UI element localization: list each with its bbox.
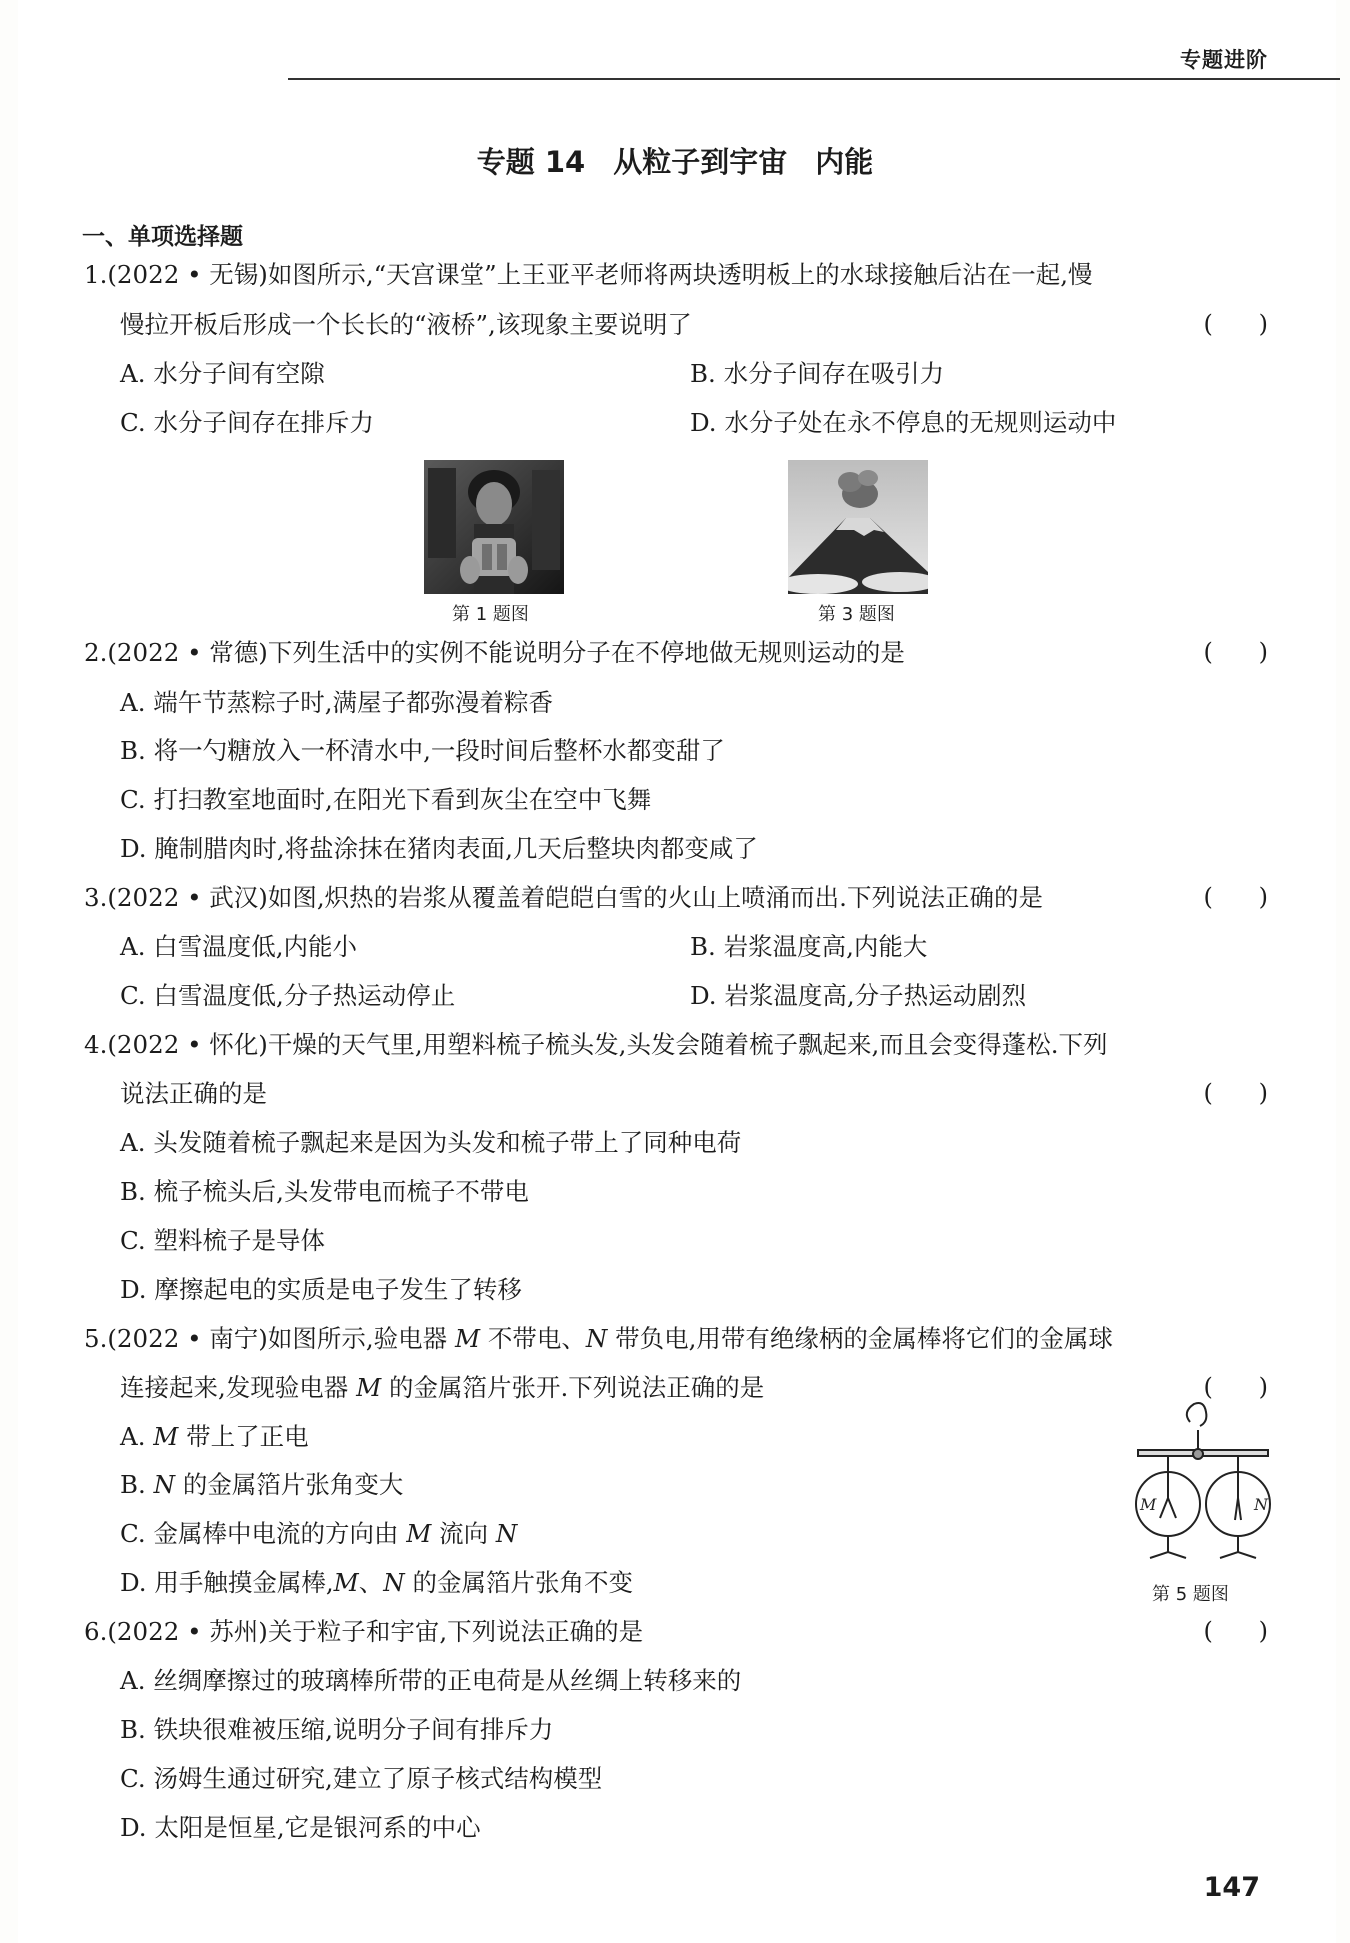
q1-option-c: C. 水分子间存在排斥力 [120, 408, 374, 437]
q5-answer-blank[interactable]: ( ) [1203, 1373, 1268, 1401]
title-part1: 从粒子到宇宙 [613, 145, 788, 179]
q6-option-a: A. 丝绸摩擦过的玻璃棒所带的正电荷是从丝绸上转移来的 [120, 1666, 742, 1695]
q1-answer-blank[interactable]: ( ) [1203, 310, 1268, 338]
q4-option-d: D. 摩擦起电的实质是电子发生了转移 [120, 1275, 522, 1304]
q5-text: D. 用手触摸金属棒, [120, 1568, 334, 1597]
fig3-volcano-photo [788, 460, 928, 594]
q5-text: A. [120, 1422, 154, 1451]
label-m: M [1140, 1495, 1157, 1514]
q1-option-a: A. 水分子间有空隙 [120, 359, 325, 388]
hand-icon [1187, 1403, 1207, 1426]
q6-option-c: C. 汤姆生通过研究,建立了原子核式结构模型 [120, 1764, 603, 1793]
q6-stem-line1: 6.(2022 • 苏州)关于粒子和宇宙,下列说法正确的是 [84, 1617, 644, 1646]
q1-option-b: B. 水分子间存在吸引力 [690, 359, 945, 388]
page-title [0, 140, 1350, 181]
q5-option-a [120, 1420, 309, 1454]
fig5-caption: 第 5 题图 [1152, 1584, 1229, 1605]
q1-option-d: D. 水分子处在永不停息的无规则运动中 [690, 408, 1117, 437]
q6-option-b: B. 铁块很难被压缩,说明分子间有排斥力 [120, 1715, 554, 1744]
q1-stem-line1: 1.(2022 • 无锡)如图所示,“天宫课堂”上王亚平老师将两块透明板上的水球接触后沾在一起,慢 [84, 260, 1093, 289]
q3-stem-line1: 3.(2022 • 武汉)如图,炽热的岩浆从覆盖着皑皑白雪的火山上喷涌而出.下列说法正确的是 [84, 883, 1043, 912]
var-m: M [356, 1373, 382, 1402]
q5-option-c [120, 1517, 517, 1551]
label-n: N [1254, 1495, 1268, 1514]
q2-option-a: A. 端午节蒸粽子时,满屋子都弥漫着粽香 [120, 688, 554, 717]
q5-text: 、 [358, 1568, 384, 1597]
q2-answer-blank[interactable]: ( ) [1203, 638, 1268, 666]
q5-text: C. 金属棒中电流的方向由 [120, 1519, 407, 1548]
q5-text: 带负电,用带有绝缘柄的金属棒将它们的金属球 [607, 1324, 1113, 1353]
q2-option-c: C. 打扫教室地面时,在阳光下看到灰尘在空中飞舞 [120, 785, 652, 814]
q3-option-d: D. 岩浆温度高,分子热运动剧烈 [690, 981, 1027, 1010]
q5-stem-line1 [84, 1322, 1113, 1356]
title-part2: 内能 [815, 145, 874, 179]
q5-stem-line2 [120, 1371, 764, 1405]
fig1-photo [424, 460, 564, 594]
section-heading: 一、单项选择题 [82, 224, 243, 250]
page-number: 147 [1203, 1872, 1260, 1903]
var-m: M [406, 1519, 432, 1548]
q5-text: 连接起来,发现验电器 [120, 1373, 357, 1402]
var-n: N [585, 1324, 608, 1353]
q5-text: 不带电、 [480, 1324, 586, 1353]
q2-option-b: B. 将一勺糖放入一杯清水中,一段时间后整杯水都变甜了 [120, 736, 725, 765]
q5-option-d [120, 1566, 633, 1600]
q4-answer-blank[interactable]: ( ) [1203, 1079, 1268, 1107]
fig5-electroscope-diagram [1128, 1400, 1278, 1568]
q3-option-b: B. 岩浆温度高,内能大 [690, 932, 928, 961]
q5-text: 的金属箔片张角变大 [175, 1470, 404, 1499]
q6-answer-blank[interactable]: ( ) [1203, 1617, 1268, 1645]
q5-text: 流向 [431, 1519, 496, 1548]
q5-text: 的金属箔片张开.下列说法正确的是 [381, 1373, 765, 1402]
running-header: 专题进阶 [1180, 48, 1268, 72]
q4-option-c: C. 塑料梳子是导体 [120, 1226, 325, 1255]
var-n: N [153, 1470, 176, 1499]
q2-option-d: D. 腌制腊肉时,将盐涂抹在猪肉表面,几天后整块肉都变咸了 [120, 834, 758, 863]
q4-option-a: A. 头发随着梳子飘起来是因为头发和梳子带上了同种电荷 [120, 1128, 742, 1157]
q2-stem-line1: 2.(2022 • 常德)下列生活中的实例不能说明分子在不停地做无规则运动的是 [84, 638, 905, 667]
var-m: M [454, 1324, 481, 1353]
var-n: N [495, 1519, 518, 1548]
header-divider [288, 78, 1340, 80]
fig3-caption: 第 3 题图 [818, 604, 895, 625]
var-n: N [383, 1568, 405, 1597]
q3-answer-blank[interactable]: ( ) [1203, 883, 1268, 911]
q6-option-d: D. 太阳是恒星,它是银河系的中心 [120, 1813, 481, 1842]
q5-text: 的金属箔片张角不变 [404, 1568, 633, 1597]
q3-option-c: C. 白雪温度低,分子热运动停止 [120, 981, 456, 1010]
var-m: M [333, 1568, 359, 1597]
q5-text: 带上了正电 [178, 1422, 309, 1451]
q4-option-b: B. 梳子梳头后,头发带电而梳子不带电 [120, 1177, 529, 1206]
q4-stem-line2: 说法正确的是 [120, 1079, 267, 1108]
title-topic: 专题 14 [476, 145, 586, 179]
q1-stem-line2: 慢拉开板后形成一个长长的“液桥”,该现象主要说明了 [120, 310, 692, 339]
q5-option-b [120, 1468, 403, 1502]
q4-stem-line1: 4.(2022 • 怀化)干燥的天气里,用塑料梳子梳头发,头发会随着梳子飘起来,而且会变得蓬松.下列 [84, 1030, 1108, 1059]
var-m: M [153, 1422, 179, 1451]
q3-option-a: A. 白雪温度低,内能小 [120, 932, 358, 961]
q5-text: B. [120, 1470, 154, 1499]
q5-text: 5.(2022 • 南宁)如图所示,验电器 [84, 1324, 455, 1353]
fig1-caption: 第 1 题图 [452, 604, 529, 625]
